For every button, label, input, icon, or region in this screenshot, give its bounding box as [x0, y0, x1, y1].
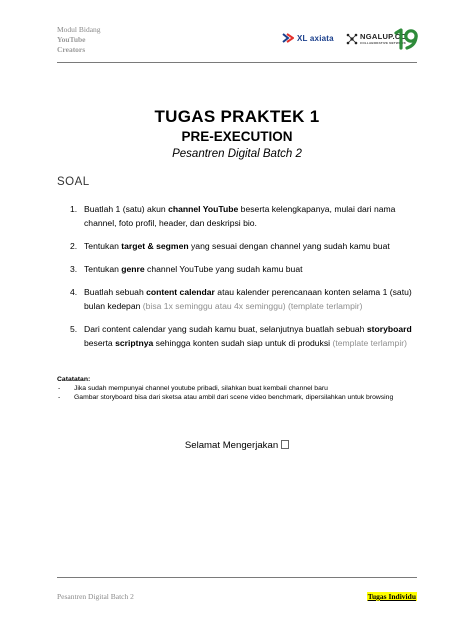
- task-text: beserta: [84, 338, 116, 348]
- header-line-3: Creators: [57, 45, 86, 54]
- task-number: 3.: [70, 264, 78, 274]
- task-keyword: scriptnya: [115, 338, 154, 348]
- task-text: Buatlah 1 (satu) akun: [84, 204, 169, 214]
- task-keyword: target & segmen: [121, 241, 189, 251]
- nineteen-logo-icon: [394, 28, 420, 55]
- task-text: atau kalender perencanaan konten selama 1 (satu) bulan kedepan: [84, 287, 412, 311]
- header-divider: [57, 62, 417, 63]
- task-number: 4.: [70, 287, 78, 297]
- task-keyword: storyboard: [366, 324, 412, 334]
- closing-line: [0, 440, 474, 451]
- note-item: [57, 384, 393, 393]
- note-bullet: -: [58, 385, 61, 392]
- closing-text: Selamat Mengerjakan: [184, 440, 279, 451]
- xl-axiata-logo: [282, 33, 334, 43]
- notes-block: [57, 375, 393, 402]
- task-note: (template terlampir): [332, 338, 407, 348]
- header-line-1: Modul Bidang: [57, 25, 101, 34]
- task-item: [57, 285, 417, 313]
- footer-right-label: Tugas Individu: [367, 592, 416, 601]
- task-text: channel YouTube yang sudah kamu buat: [144, 264, 303, 274]
- xl-mark-icon: [282, 33, 294, 43]
- task-note: (bisa 1x seminggu atau 4x seminggu) (template terlampir): [142, 301, 363, 311]
- header-module-label: [57, 25, 101, 55]
- task-text: Buatlah sebuah: [84, 287, 147, 297]
- placeholder-glyph-icon: [281, 440, 289, 449]
- note-item: [57, 393, 393, 402]
- task-number: 1.: [70, 204, 78, 214]
- footer-divider: [57, 577, 417, 578]
- note-bullet: -: [58, 394, 61, 401]
- footer-left-text: Pesantren Digital Batch 2: [57, 592, 134, 601]
- task-item: [57, 262, 417, 276]
- task-list: [57, 202, 417, 359]
- task-text: Tentukan: [84, 264, 122, 274]
- ngalup-network-icon: [346, 33, 358, 45]
- task-item: [57, 322, 417, 350]
- page-tagline: Pesantren Digital Batch 2: [172, 148, 302, 160]
- header-line-2: YouTube: [57, 35, 86, 44]
- section-heading: SOAL: [57, 176, 90, 188]
- notes-heading: Catatatan:: [57, 376, 91, 383]
- note-text: Jika sudah mempunyai channel youtube pribadi, silahkan buat kembali channel baru: [74, 385, 328, 392]
- task-keyword: content calendar: [146, 287, 215, 297]
- task-number: 5.: [70, 324, 78, 334]
- task-keyword: channel YouTube: [168, 204, 239, 214]
- task-text: sehingga konten sudah siap untuk di produksi: [153, 338, 333, 348]
- notes-list: [57, 384, 393, 402]
- note-text: Gambar storyboard bisa dari sketsa atau ambil dari scene video benchmark, dipersilahkan untuk browsing: [74, 394, 394, 401]
- ngalup-subtitle: COLLABORATIVE NETWORK: [360, 41, 407, 45]
- page-subtitle: PRE-EXECUTION: [181, 129, 293, 144]
- task-keyword: genre: [121, 264, 145, 274]
- task-item: [57, 202, 417, 230]
- task-text: Dari content calendar yang sudah kamu buat, selanjutnya buatlah sebuah: [84, 324, 367, 334]
- task-text: yang sesuai dengan channel yang sudah kamu buat: [188, 241, 390, 251]
- task-item: [57, 239, 417, 253]
- task-number: 2.: [70, 241, 78, 251]
- xl-logo-text: XL axiata: [297, 33, 334, 43]
- task-text: Tentukan: [84, 241, 122, 251]
- ngalup-name: NGALUP.CO: [360, 32, 407, 41]
- page-title: TUGAS PRAKTEK 1: [154, 107, 320, 126]
- task-text: beserta kelengkapanya, mulai dari nama channel, foto profil, header, dan deskripsi bio.: [84, 204, 396, 228]
